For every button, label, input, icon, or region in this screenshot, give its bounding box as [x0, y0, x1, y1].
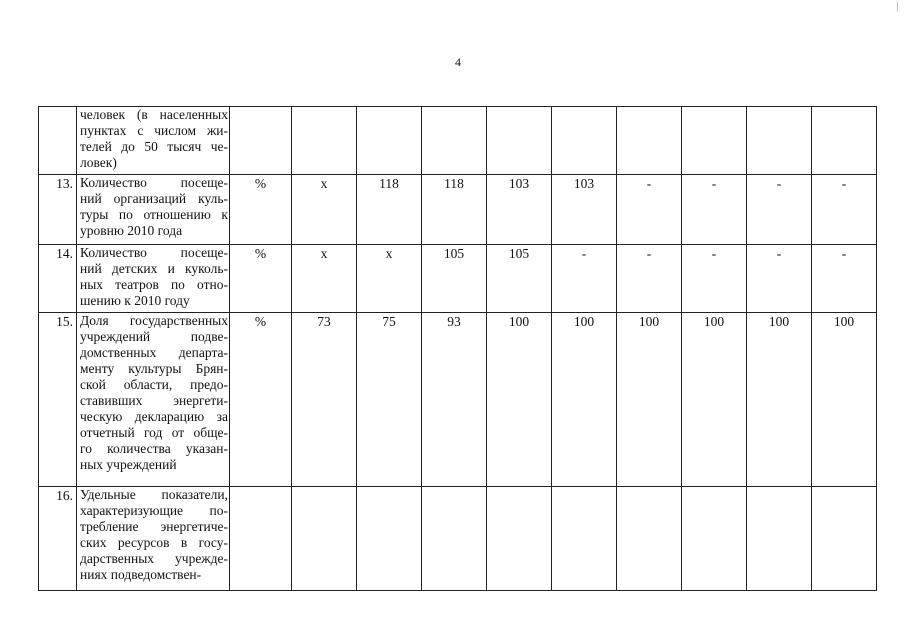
value-cell: [552, 245, 617, 313]
value-cell: [422, 245, 487, 313]
scan-edge-mark: [897, 2, 898, 11]
row-number-text: 16.: [56, 488, 73, 503]
value-cell: [552, 487, 617, 591]
indicator-name-line: ловек): [80, 155, 117, 170]
value-cell: [747, 107, 812, 175]
unit-text: %: [254, 314, 267, 329]
indicator-name-line: Количество посеще-: [80, 175, 228, 190]
value-cell: [812, 313, 877, 487]
value-cell: [357, 245, 422, 313]
value-cell: [422, 487, 487, 591]
row-number-text: 14.: [56, 246, 73, 261]
value-cell: [292, 313, 357, 487]
value-text: 100: [833, 314, 855, 329]
value-text: 75: [382, 314, 396, 329]
value-cell: [552, 313, 617, 487]
indicator-name-line: ний организаций куль-: [80, 191, 228, 206]
value-text: 105: [508, 246, 530, 261]
value-cell: [422, 107, 487, 175]
value-text: x: [385, 246, 393, 261]
indicator-name-cell: [77, 107, 230, 175]
value-text: -: [711, 176, 717, 191]
indicator-name-line: Доля государственных: [80, 313, 228, 328]
value-cell: [617, 245, 682, 313]
value-text: x: [320, 246, 328, 261]
value-cell: [422, 175, 487, 245]
value-cell: [682, 487, 747, 591]
value-cell: [682, 175, 747, 245]
indicators-table: [38, 106, 877, 591]
page-number: 4: [455, 55, 461, 69]
value-text: 100: [703, 314, 725, 329]
unit-cell: [230, 107, 292, 175]
value-text: 118: [379, 176, 399, 191]
indicator-name-line: ниях подведомствен-: [80, 567, 202, 582]
row-number: [39, 245, 77, 313]
value-cell: [617, 107, 682, 175]
value-cell: [487, 487, 552, 591]
indicator-name-line: домственных департа-: [80, 345, 228, 360]
indicator-name-cell: [77, 313, 230, 487]
table-row: [39, 245, 877, 313]
indicator-name-line: пунктах с числом жи-: [80, 123, 228, 138]
unit-cell: [230, 313, 292, 487]
value-cell: [812, 245, 877, 313]
value-cell: [812, 487, 877, 591]
value-cell: [617, 313, 682, 487]
value-cell: [292, 487, 357, 591]
indicator-name-line: ных театров по отно-: [80, 277, 228, 292]
unit-cell: [230, 245, 292, 313]
value-text: 100: [638, 314, 660, 329]
value-text: 118: [444, 176, 464, 191]
value-text: x: [320, 176, 328, 191]
row-number: [39, 313, 77, 487]
indicator-name-line: учреждений подве-: [80, 329, 228, 344]
value-cell: [357, 107, 422, 175]
table-row: [39, 313, 877, 487]
value-cell: [357, 175, 422, 245]
value-text: 103: [573, 176, 595, 191]
value-text: 100: [768, 314, 790, 329]
value-cell: [747, 313, 812, 487]
indicator-name-line: уровню 2010 года: [80, 223, 183, 238]
indicator-name-line: ских ресурсов в госу-: [80, 535, 228, 550]
value-cell: [357, 487, 422, 591]
value-text: -: [841, 246, 847, 261]
value-cell: [747, 487, 812, 591]
indicator-name-line: менту культуры Брян-: [80, 361, 228, 376]
indicator-name-line: ческую декларацию за: [80, 409, 228, 424]
value-cell: [357, 313, 422, 487]
value-text: -: [776, 176, 782, 191]
row-number: [39, 487, 77, 591]
indicator-name-line: шению к 2010 году: [80, 293, 190, 308]
row-number-text: 13.: [56, 176, 73, 191]
value-text: -: [776, 246, 782, 261]
table-body: [39, 107, 877, 591]
table-row: [39, 107, 877, 175]
indicator-name-line: ных учреждений: [80, 457, 177, 472]
row-number: [39, 175, 77, 245]
indicator-name-line: го количества указан-: [80, 441, 228, 456]
value-cell: [747, 245, 812, 313]
indicator-name-line: отчетный год от обще-: [80, 425, 228, 440]
indicator-name-cell: [77, 245, 230, 313]
indicator-name-line: дарственных учрежде-: [80, 551, 228, 566]
unit-cell: [230, 175, 292, 245]
value-text: -: [841, 176, 847, 191]
value-cell: [487, 107, 552, 175]
value-text: 103: [508, 176, 530, 191]
row-number-text: 15.: [56, 314, 73, 329]
value-cell: [747, 175, 812, 245]
value-cell: [812, 107, 877, 175]
value-text: 93: [447, 314, 461, 329]
value-cell: [292, 107, 357, 175]
value-cell: [422, 313, 487, 487]
value-cell: [292, 245, 357, 313]
value-text: 100: [573, 314, 595, 329]
value-cell: [487, 245, 552, 313]
value-text: 100: [508, 314, 530, 329]
indicator-name-line: Количество посеще-: [80, 245, 228, 260]
value-text: 73: [317, 314, 331, 329]
unit-cell: [230, 487, 292, 591]
table-row: [39, 487, 877, 591]
value-text: -: [646, 176, 652, 191]
value-cell: [487, 313, 552, 487]
value-text: -: [711, 246, 717, 261]
indicator-name-line: ской области, предо-: [80, 377, 228, 392]
table-row: [39, 175, 877, 245]
value-text: -: [581, 246, 587, 261]
value-cell: [487, 175, 552, 245]
value-cell: [682, 313, 747, 487]
indicator-name-line: человек (в населенных: [80, 107, 228, 122]
value-cell: [682, 245, 747, 313]
value-cell: [552, 107, 617, 175]
value-cell: [617, 175, 682, 245]
value-text: 105: [443, 246, 465, 261]
value-cell: [552, 175, 617, 245]
value-cell: [682, 107, 747, 175]
indicator-name-cell: [77, 487, 230, 591]
row-number: [39, 107, 77, 175]
value-cell: [812, 175, 877, 245]
indicator-name-line: ний детских и куколь-: [80, 261, 228, 276]
indicator-name-line: туры по отношению к: [80, 207, 228, 222]
value-cell: [617, 487, 682, 591]
unit-text: %: [254, 246, 267, 261]
indicator-name-line: характеризующие по-: [80, 503, 228, 518]
indicator-name-cell: [77, 175, 230, 245]
indicator-name-line: требление энергетиче-: [80, 519, 228, 534]
indicator-name-line: телей до 50 тысяч че-: [80, 139, 228, 154]
indicator-name-line: Удельные показатели,: [80, 487, 228, 502]
indicator-name-line: ставивших энергети-: [80, 393, 228, 408]
unit-text: %: [254, 176, 267, 191]
value-cell: [292, 175, 357, 245]
value-text: -: [646, 246, 652, 261]
